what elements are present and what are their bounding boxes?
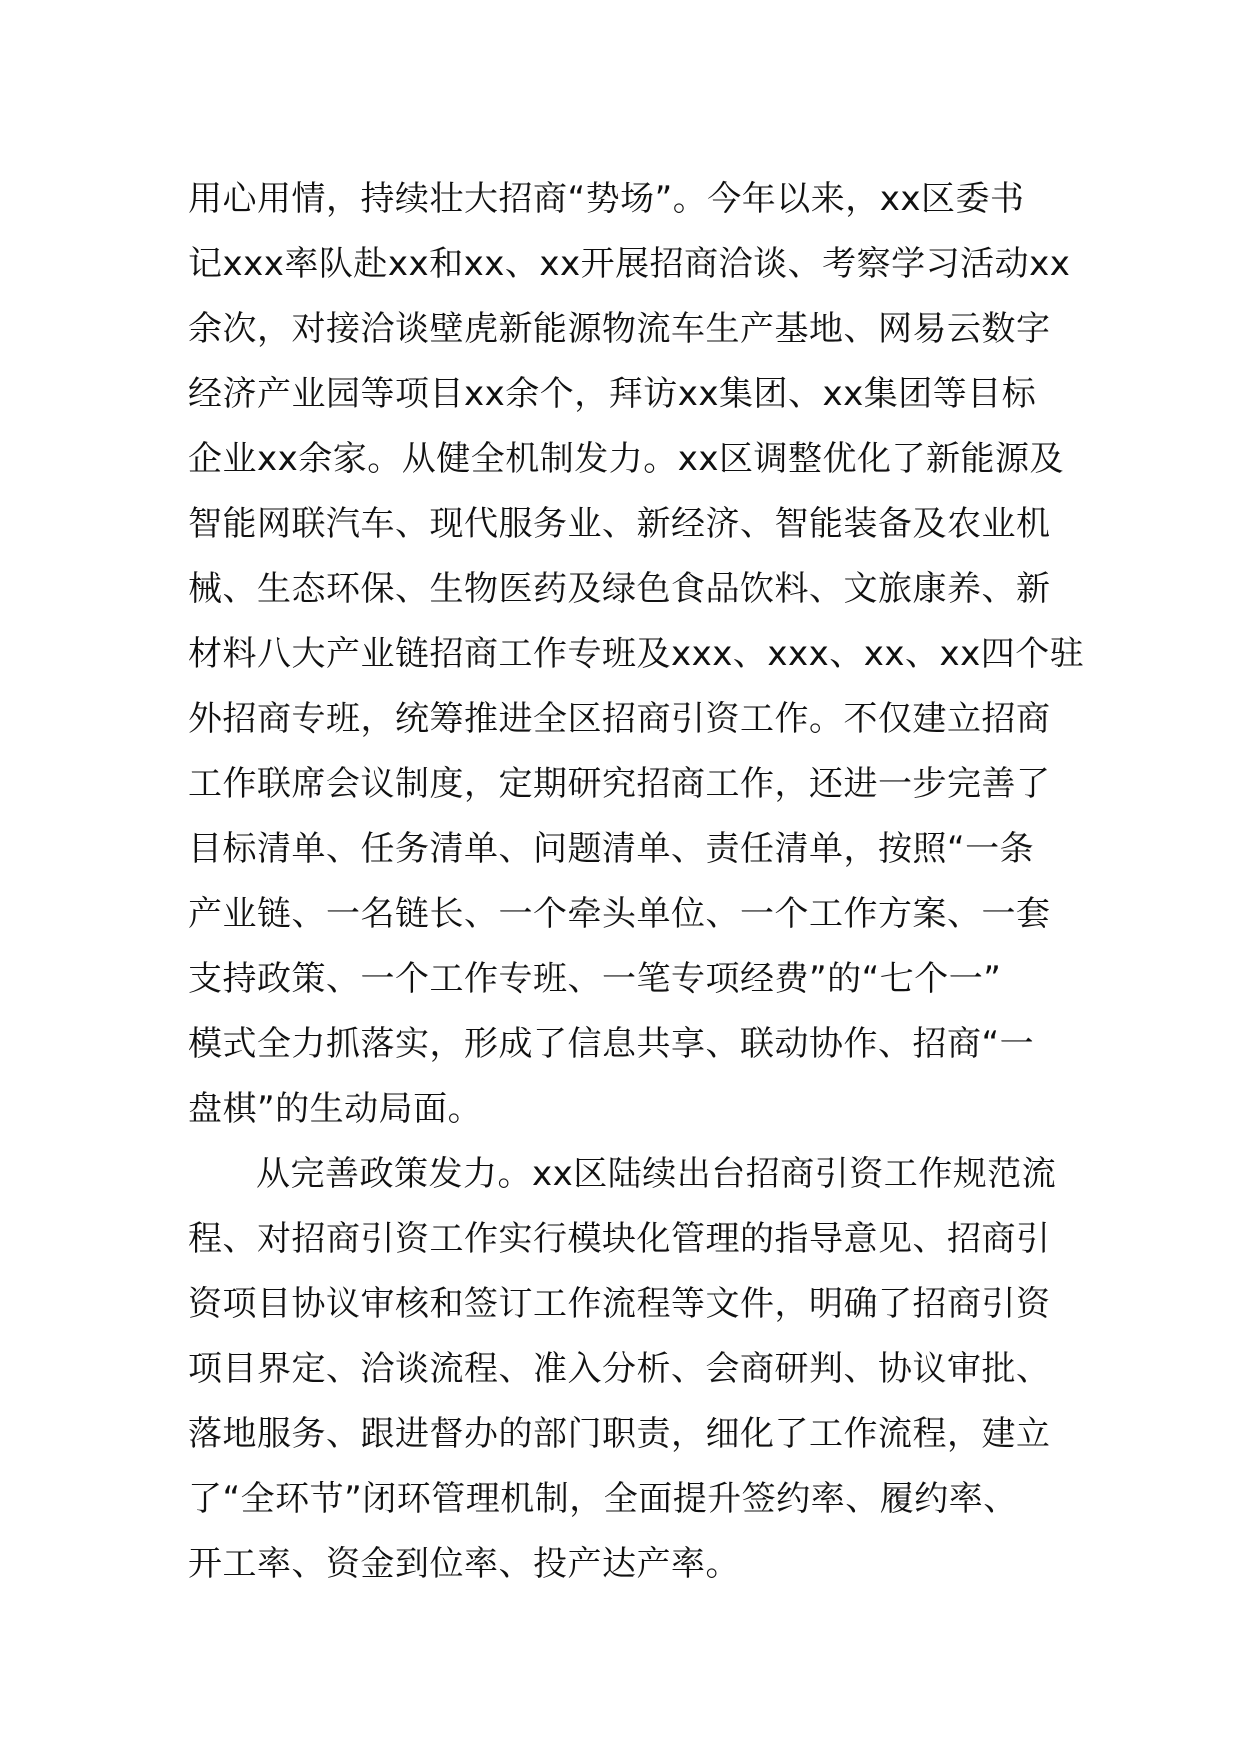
text-line: 智能网联汽车、现代服务业、新经济、智能装备及农业机 — [188, 504, 1051, 544]
text-line: 模式全力抓落实，形成了信息共享、联动协作、招商“一 — [188, 1024, 1035, 1064]
text-line: 械、生态环保、生物医药及绿色食品饮料、文旅康养、新 — [188, 569, 1051, 609]
text-line: 了“全环节”闭环管理机制，全面提升签约率、履约率、 — [188, 1479, 1018, 1519]
text-line: 记xxx率队赴xx和xx、xx开展招商洽谈、考察学习活动xx — [188, 244, 1071, 284]
text-line: 程、对招商引资工作实行模块化管理的指导意见、招商引 — [188, 1219, 1051, 1259]
text-line: 产业链、一名链长、一个牵头单位、一个工作方案、一套 — [188, 894, 1051, 934]
text-line: 余次，对接洽谈壁虎新能源物流车生产基地、网易云数字 — [188, 309, 1051, 349]
text-line: 支持政策、一个工作专班、一笔专项经费”的“七个一” — [188, 959, 1002, 999]
text-line: 资项目协议审核和签订工作流程等文件，明确了招商引资 — [188, 1284, 1051, 1324]
text-line: 盘棋”的生动局面。 — [188, 1089, 483, 1129]
text-line: 项目界定、洽谈流程、准入分析、会商研判、协议审批、 — [188, 1349, 1051, 1389]
text-line: 工作联席会议制度，定期研究招商工作，还进一步完善了 — [188, 764, 1051, 804]
body-text — [188, 167, 1085, 1597]
text-line: 用心用情，持续壮大招商“势场”。今年以来，xx区委书 — [188, 179, 1025, 219]
text-line: 开工率、资金到位率、投产达产率。 — [188, 1544, 740, 1584]
text-line: 材料八大产业链招商工作专班及xxx、xxx、xx、xx四个驻 — [188, 634, 1085, 674]
text-line: 落地服务、跟进督办的部门职责，细化了工作流程，建立 — [188, 1414, 1051, 1454]
text-line: 企业xx余家。从健全机制发力。xx区调整优化了新能源及 — [188, 439, 1064, 479]
text-line: 经济产业园等项目xx余个，拜访xx集团、xx集团等目标 — [188, 374, 1037, 414]
paragraph-start-line: 从完善政策发力。xx区陆续出台招商引资工作规范流 — [256, 1154, 1057, 1194]
text-line: 目标清单、任务清单、问题清单、责任清单，按照“一条 — [188, 829, 1035, 869]
text-line: 外招商专班，统筹推进全区招商引资工作。不仅建立招商 — [188, 699, 1051, 739]
